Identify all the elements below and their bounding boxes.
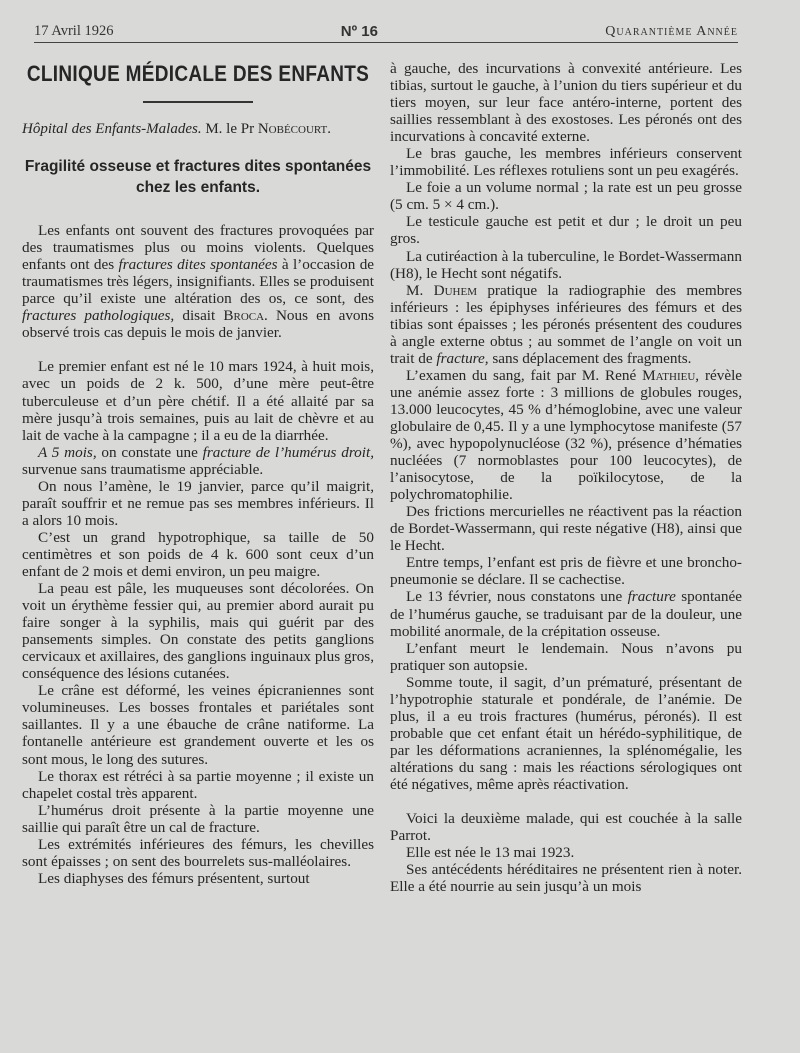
article-title-line-2: chez les enfants. bbox=[135, 179, 261, 197]
text-span: Nous en avons observé trois cas depuis le mois de janvier. bbox=[22, 307, 375, 342]
text-span: sans déplacement des fragments. bbox=[492, 349, 692, 367]
article-title-line-1: Fragilité osseuse et fractures dites spontanées bbox=[24, 158, 372, 176]
italic-span: A 5 mois, bbox=[38, 443, 97, 461]
paragraph: Voici la deuxième malade, qui est couchée à la salle Parrot. bbox=[390, 810, 742, 845]
paragraph: L’enfant meurt le lendemain. Nous n’avons pu pratiquer son autopsie. bbox=[390, 639, 742, 674]
author-name: Duhem bbox=[433, 281, 477, 299]
paragraph: La cutiréaction à la tuberculine, le Bordet-Wassermann (H8), le Hecht sont négatifs. bbox=[390, 247, 742, 282]
text-span: on constate une bbox=[101, 443, 198, 461]
text-span: pratique la radiographie des membres inférieurs : les épiphyses inférieures des fémurs et des tibias sont épaisses ; les péronés présentent des coudures à angle externe obtus ; au sommet de l’angle on voit un trait de bbox=[390, 281, 743, 367]
paragraph: Le testicule gauche est petit et dur ; le droit un peu gros. bbox=[390, 213, 742, 248]
paragraph bbox=[390, 282, 742, 367]
author-name: Broca. bbox=[223, 307, 268, 325]
paragraph: Somme toute, il sagit, d’un prématuré, présentant de l’hypotrophie staturale et pondérale, de l’anémie. De plus, il a eu trois fractures (humérus, péronés). Il est probable que cet enfant était un hérédo-syphilitique, de par les déformations acraniennes, la splénomégalie, les altérations du sang : mais les réactions sérologiques ont été négatives, même après réactivation. bbox=[390, 673, 742, 793]
professor-name: Nobécourt. bbox=[257, 121, 332, 138]
right-column bbox=[390, 60, 742, 895]
text-span: révèle une anémie assez forte : 3 millions de globules rouges, 13.000 leucocytes, 45 % d’hémoglobine, avec une valeur globulaire de 0,45. Il y a une lymphocytose manifeste (57 %), avec hypopolynucléose (32 %), présence d’hématies nucléées (7 normoblastes pour 100 leucocytes), de l’anisocytose, de la poïkilocytose, de la polychromatophilie. bbox=[390, 366, 743, 504]
article-title bbox=[22, 156, 374, 198]
page-header bbox=[34, 18, 738, 40]
italic-span: fractures dites spontanées bbox=[118, 256, 278, 274]
italic-span: fracture bbox=[627, 588, 676, 606]
issue-number: Nº 16 bbox=[340, 23, 378, 40]
paragraph: Le crâne est déformé, les veines épicraniennes sont volumineuses. Les bosses frontales et pariétales sont saillantes. Il y a une ébauche de crâne natiforme. La fontanelle antérieure est grandement ouverte et les os sont mous, le long des sutures. bbox=[22, 682, 374, 768]
paragraph: Le foie a un volume normal ; la rate est un peu grosse (5 cm. 5 × 4 cm.). bbox=[390, 179, 742, 214]
left-column bbox=[22, 60, 374, 887]
paragraph: à gauche, des incurvations à convexité antérieure. Les tibias, surtout le gauche, à l’union du tiers supérieur et du tiers moyen, sur leur face antéro-interne, portent des saillies ressemblant à des exostoses. Les péronés ont des incurvations à concavité externe. bbox=[390, 60, 742, 146]
publication-year: Quarantième Année bbox=[605, 24, 738, 39]
text-span: Le 13 février, nous constatons une bbox=[406, 588, 623, 606]
paragraph: Entre temps, l’enfant est pris de fièvre et une broncho-pneumonie se déclare. Il se cachectise. bbox=[390, 554, 742, 589]
text-span: M. bbox=[406, 281, 424, 299]
paragraph: L’humérus droit présente à la partie moyenne une saillie qui paraît être un cal de fracture. bbox=[22, 801, 374, 836]
header-rule bbox=[34, 42, 738, 43]
paragraph bbox=[390, 367, 742, 503]
text-span: L’examen du sang, fait par M. René bbox=[406, 366, 637, 384]
author-name: Mathieu, bbox=[642, 366, 700, 384]
text-span: à l’occasion de traumatismes très légers, insignifiants. Elles se produisent parce qu’il existe une altération des os, ce sont, des bbox=[22, 256, 375, 308]
paragraph bbox=[390, 588, 742, 639]
paragraph: La peau est pâle, les muqueuses sont décolorées. On voit un érythème fessier qui, au premier abord aurait pu faire songer à la syphilis, mais qui guérit par des pansements simples. On constate des petits ganglions cervicaux et axillaires, des ganglions inguinaux plus gros, conséquence des lésions cutanées. bbox=[22, 580, 374, 683]
paragraph: On nous l’amène, le 19 janvier, parce qu’il maigrit, paraît souffrir et ne remue pas ses membres inférieurs. Il a alors 10 mois. bbox=[22, 477, 374, 529]
paragraph: Le premier enfant est né le 10 mars 1924, à huit mois, avec un poids de 2 k. 500, d’une mère peut-être tuberculeuse et d’un père chétif. Il a été allaité par sa mère jusqu’à trois semaines, puis au lait de chèvre et au lait de vache à la campagne ; il a eu de la diarrhée. bbox=[22, 358, 374, 444]
hospital-rest: M. le Pr bbox=[205, 121, 255, 138]
paragraph: Le thorax est rétréci à sa partie moyenne ; il existe un chapelet costal très apparent. bbox=[22, 767, 374, 802]
issue-date: 17 Avril 1926 bbox=[34, 23, 114, 39]
text-span: Les enfants ont souvent des fractures provoquées par des traumatismes plus ou moins violents. Quelques enfants ont des bbox=[22, 222, 374, 274]
italic-span: fracture de l’humérus droit, bbox=[202, 443, 375, 461]
paragraph: Les diaphyses des fémurs présentent, surtout bbox=[38, 869, 310, 887]
title-divider bbox=[143, 101, 253, 103]
paragraph: Des frictions mercurielles ne réactivent pas la réaction de Bordet-Wassermann, qui reste négative (H8), ainsi que le Hecht. bbox=[390, 503, 742, 555]
italic-span: fracture, bbox=[436, 349, 489, 367]
hospital-line bbox=[22, 121, 374, 138]
text-span: disait bbox=[182, 307, 216, 325]
hospital-name-italic: Hôpital des Enfants-Malades. bbox=[22, 121, 202, 138]
text-span: survenue sans traumatisme appréciable. bbox=[22, 460, 264, 478]
paragraph: Ses antécédents héréditaires ne présentent rien à noter. Elle a été nourrie au sein jusqu’à un mois bbox=[390, 861, 742, 896]
text-span: spontanée de l’humérus gauche, se traduisant par de la douleur, une mobilité anormale, de la crépitation osseuse. bbox=[390, 588, 742, 640]
paragraph: C’est un grand hypotrophique, sa taille de 50 centimètres et son poids de 4 k. 600 sont ceux d’un enfant de 2 mois et demi environ, un peu maigre. bbox=[22, 528, 374, 580]
paragraph: Elle est née le 13 mai 1923. bbox=[406, 844, 575, 862]
paragraph bbox=[22, 444, 374, 478]
paragraph bbox=[22, 222, 374, 341]
section-title: CLINIQUE MÉDICALE DES ENFANTS bbox=[26, 62, 370, 87]
paragraph: Le bras gauche, les membres inférieurs conservent l’immobilité. Les réflexes rotuliens sont un peu exagérés. bbox=[390, 145, 742, 180]
paragraph: Les extrémités inférieures des fémurs, les chevilles sont épaisses ; on sent des bourrelets sus-malléolaires. bbox=[22, 835, 374, 870]
italic-span: fractures pathologiques, bbox=[22, 307, 175, 325]
